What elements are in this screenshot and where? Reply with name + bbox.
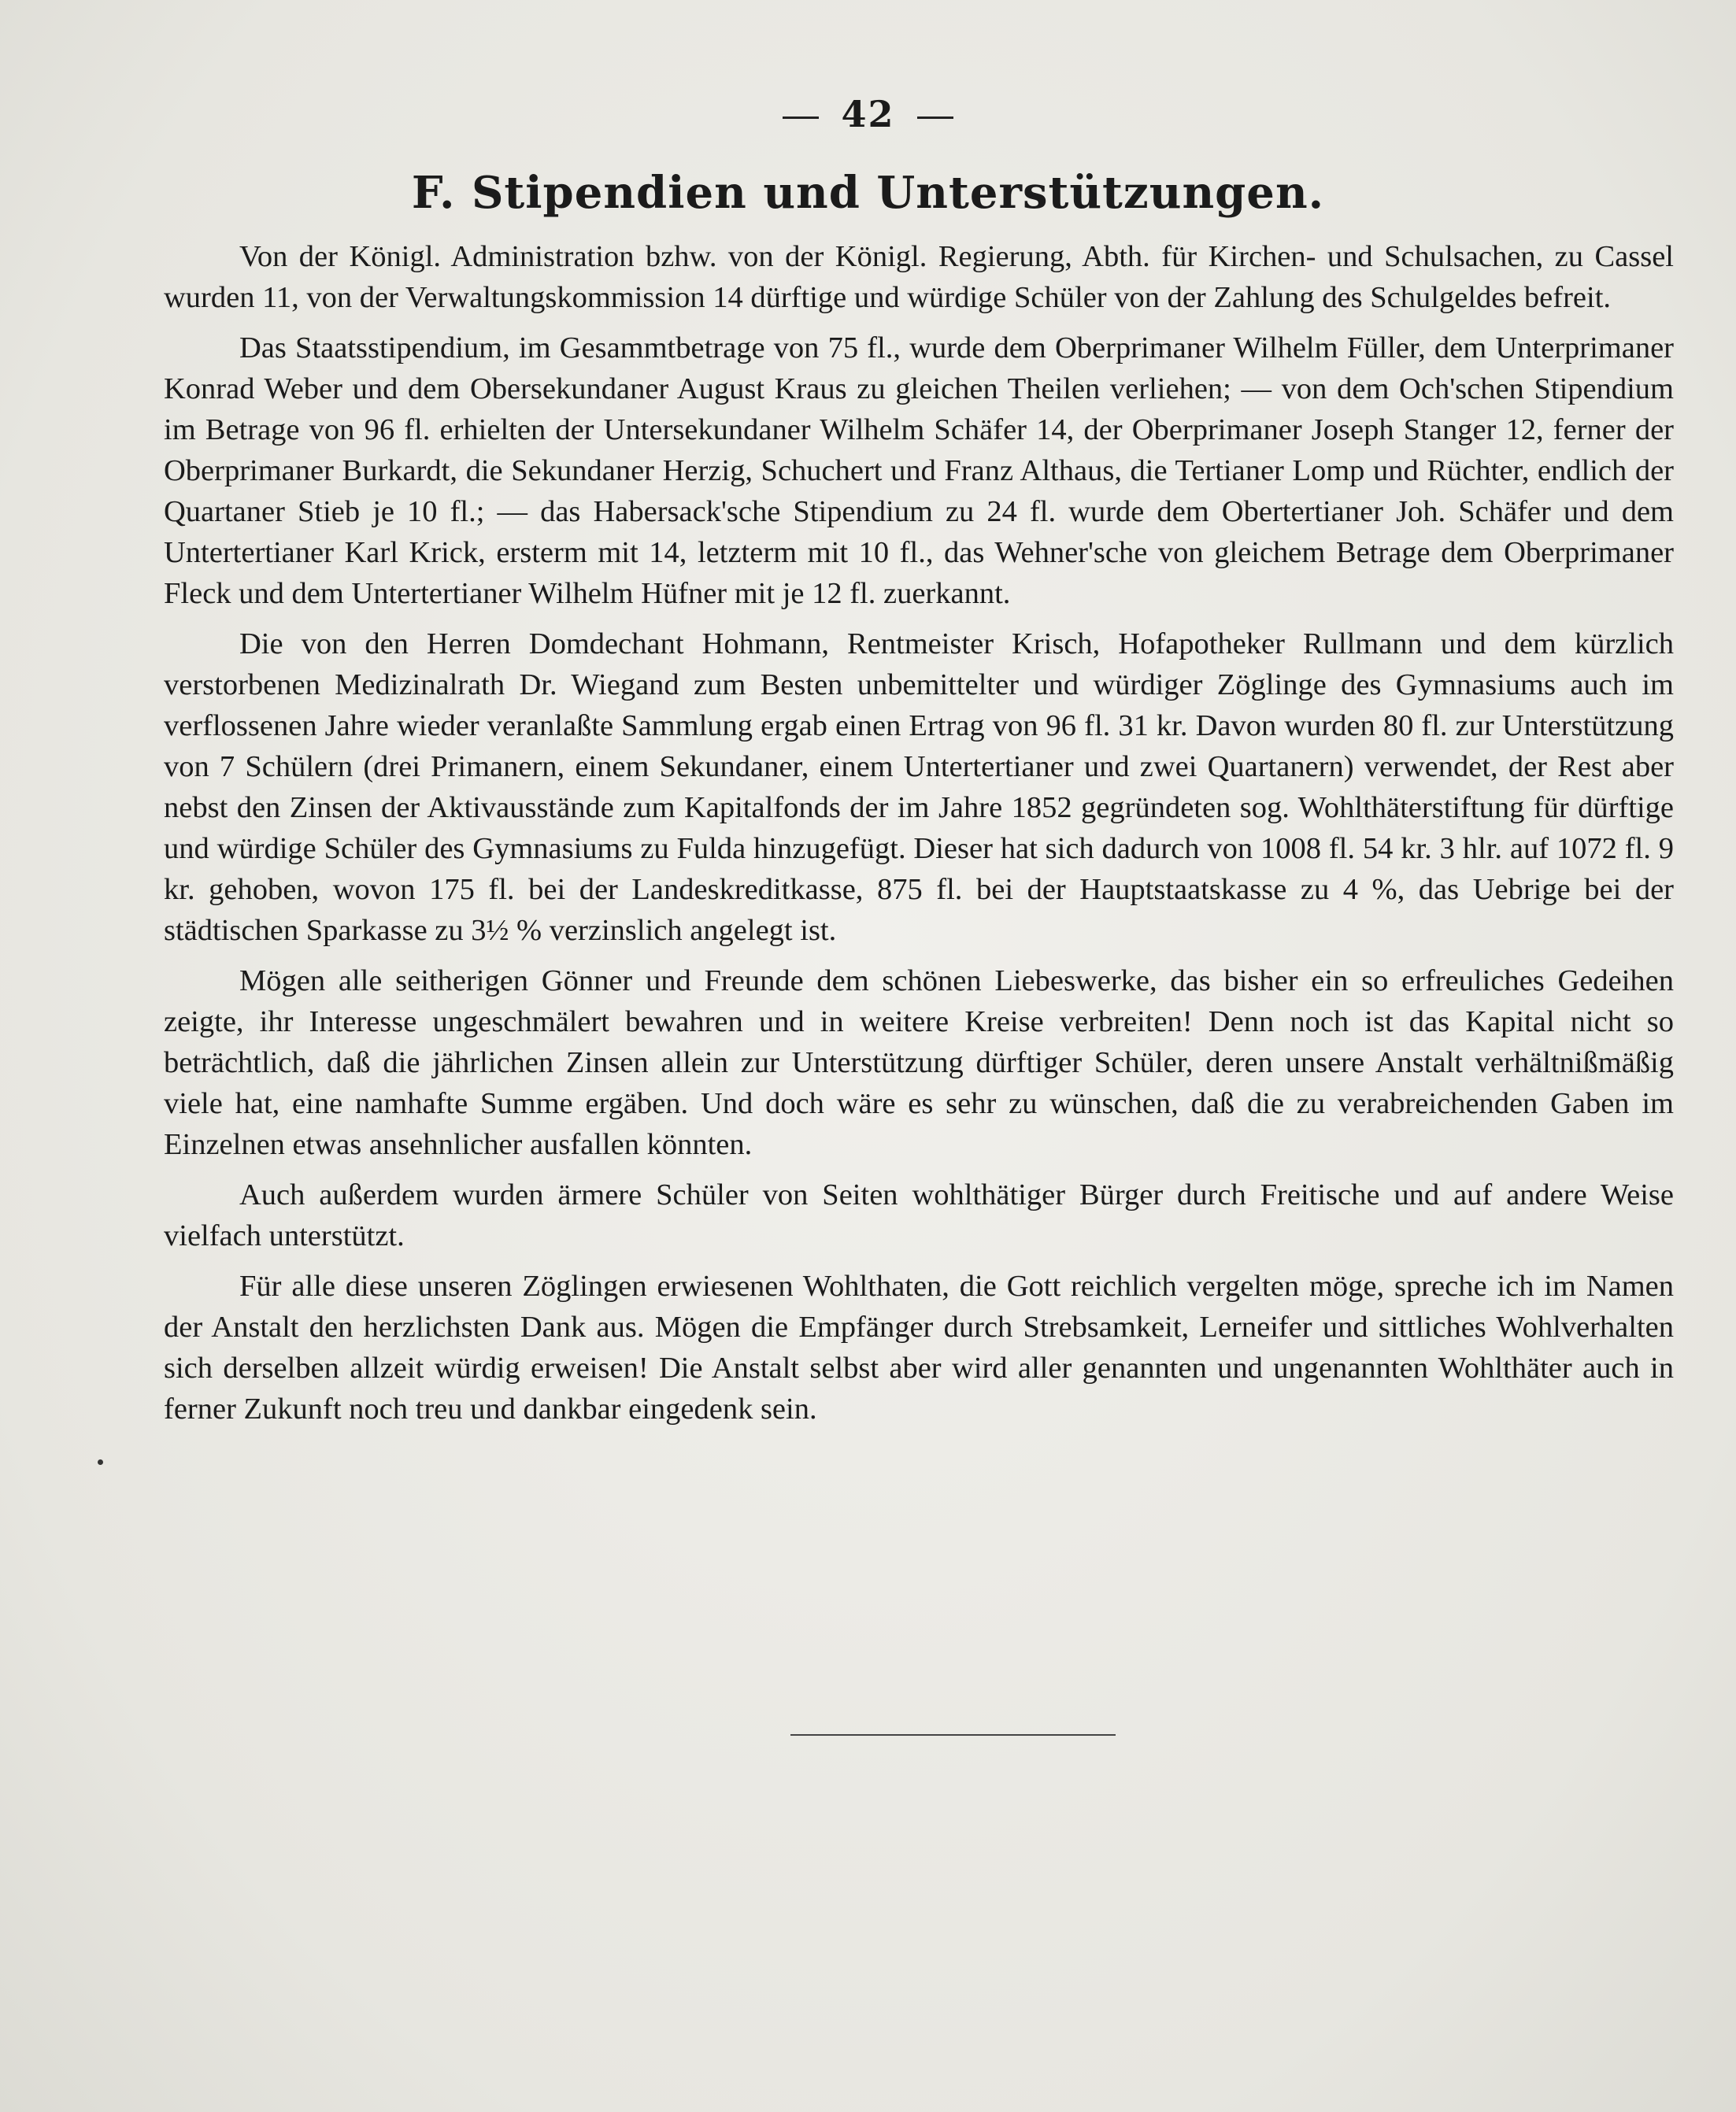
page-number-dash-right xyxy=(917,117,953,119)
section-title: F. Stipendien und Unterstützungen. xyxy=(411,167,1325,219)
page-number-value: 42 xyxy=(841,93,895,135)
paragraph-thanks: Für alle diese unseren Zöglingen erwiesenen Wohlthaten, die Gott reichlich vergelten möge, spreche ich im Namen der Anstalt den herzlichsten Dank aus. Mögen die Empfänger durch Strebsamkeit, Lerneifer und sittliches Wohlverhalten sich derselben allzeit würdig erweisen! Die Anstalt selbst aber wird aller genannten und ungenannten Wohlthäter auch in ferner Zukunft noch treu und dankbar eingedenk sein. xyxy=(164,1270,1674,1426)
page-number-dash-left xyxy=(783,117,819,119)
margin-mark xyxy=(98,1459,103,1465)
body-text xyxy=(164,236,1674,1439)
paragraph-collection-foundation: Die von den Herren Domdechant Hohmann, Rentmeister Krisch, Hofapotheker Rullmann und dem kürzlich verstorbenen Medizinalrath Dr. Wiegand zum Besten unbemittelter und würdiger Zöglinge des Gymnasiums auch im verflossenen Jahre wieder veranlaßte Sammlung ergab einen Ertrag von 96 fl. 31 kr. Davon wurden 80 fl. zur Unterstützung von 7 Schülern (drei Primanern, einem Sekundaner, einem Untertertianer und zwei Quartanern) verwendet, der Rest aber nebst den Zinsen der Aktivausstände zum Kapitalfonds der im Jahre 1852 gegründeten sog. Wohlthäterstiftung für dürftige und würdige Schüler des Gymnasiums zu Fulda hinzugefügt. Dieser hat sich dadurch von 1008 fl. 54 kr. 3 hlr. auf 1072 fl. 9 kr. gehoben, wovon 175 fl. bei der Landeskreditkasse, 875 fl. bei der Hauptstaatskasse zu 4 %, das Uebrige bei der städtischen Sparkasse zu 3½ % verzinslich angelegt ist. xyxy=(164,627,1674,947)
paragraph-stipends: Das Staatsstipendium, im Gesammtbetrage von 75 fl., wurde dem Oberprimaner Wilhelm Füller, dem Unterprimaner Konrad Weber und dem Obersekundaner August Kraus zu gleichen Theilen verliehen; — von dem Och'schen Stipendium im Betrage von 96 fl. erhielten der Untersekundaner Wilhelm Schäfer 14, der Oberprimaner Joseph Stanger 12, ferner der Oberprimaner Burkardt, die Sekundaner Herzig, Schuchert und Franz Althaus, die Tertianer Lomp und Rüchter, endlich der Quartaner Stieb je 10 fl.; — das Habersack'sche Stipendium zu 24 fl. wurde dem Obertertianer Joh. Schäfer und dem Untertertianer Karl Krick, ersterm mit 14, letzterm mit 10 fl., das Wehner'sche von gleichem Betrage dem Oberprimaner Fleck und dem Untertertianer Wilhelm Hüfner mit je 12 fl. zuerkannt. xyxy=(164,331,1674,610)
paragraph-appeal-to-donors: Mögen alle seitherigen Gönner und Freunde dem schönen Liebeswerke, das bisher ein so erfreuliches Gedeihen zeigte, ihr Interesse ungeschmälert bewahren und in weitere Kreise verbreiten! Denn noch ist das Kapital nicht so beträchtlich, daß die jährlichen Zinsen allein zur Unterstützung dürftiger Schüler, deren unsere Anstalt verhältnißmäßig viele hat, eine namhafte Summe ergäben. Und doch wäre es sehr zu wünschen, daß die zu verabreichenden Gaben im Einzelnen etwas ansehnlicher ausfallen könnten. xyxy=(164,964,1674,1161)
page-number xyxy=(0,93,1736,135)
paragraph-free-meals: Auch außerdem wurden ärmere Schüler von Seiten wohlthätiger Bürger durch Freitische und auf andere Weise vielfach unterstützt. xyxy=(164,1178,1674,1252)
paragraph-school-fee-exemption: Von der Königl. Administration bzhw. von der Königl. Regierung, Abth. für Kirchen- und Schulsachen, zu Cassel wurden 11, von der Verwaltungskommission 14 dürftige und würdige Schüler von der Zahlung des Schulgeldes befreit. xyxy=(164,240,1674,314)
closing-rule xyxy=(790,1734,1116,1736)
